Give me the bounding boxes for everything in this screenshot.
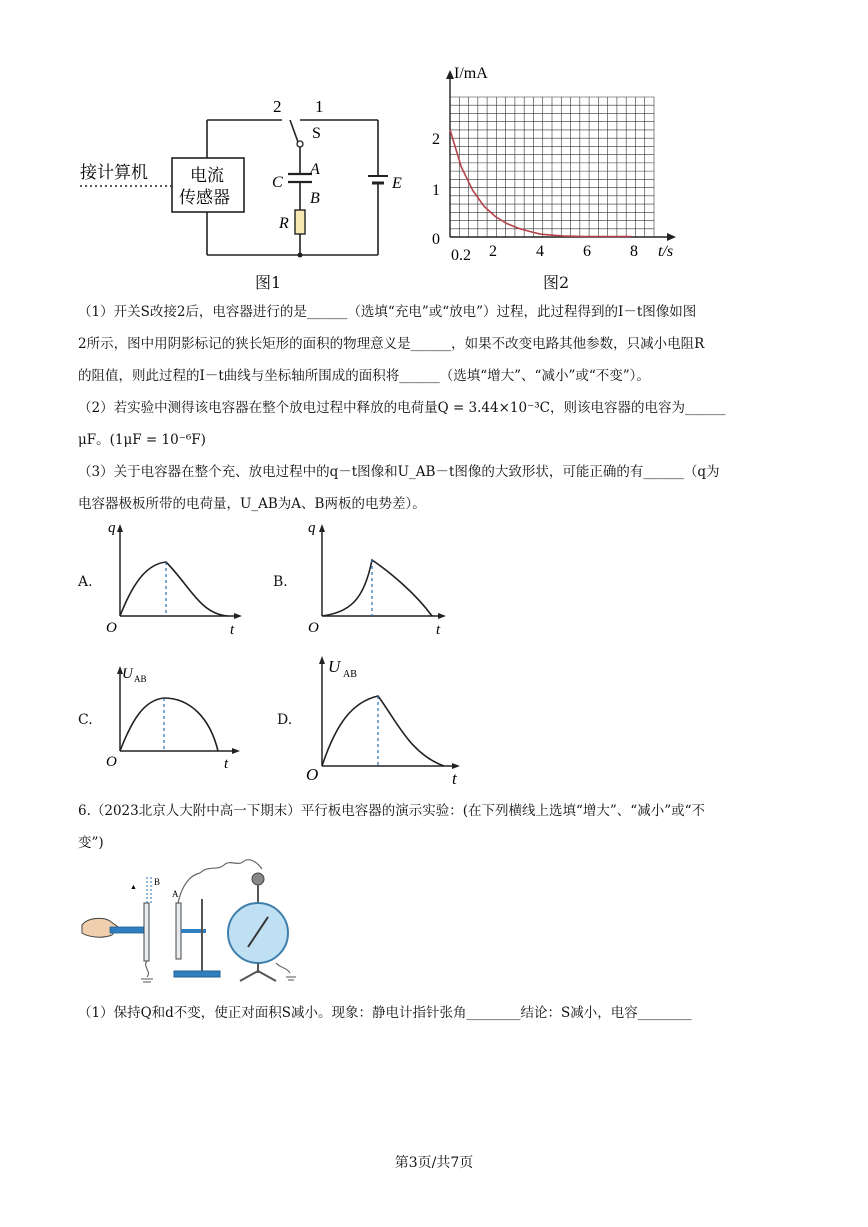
option-d-curve	[322, 696, 444, 766]
y-tick-1: 1	[432, 182, 440, 199]
it-graph	[420, 62, 690, 267]
x-axis-label: t/s	[658, 243, 674, 260]
circuit-figure	[76, 90, 416, 295]
option-b-origin: O	[308, 620, 319, 636]
q2-line1: （2）若实验中测得该电容器在整个放电过程中释放的电荷量Q = 3.44×10⁻³C，则该电容器的电容为______	[78, 400, 726, 416]
plate-b-label: B	[154, 877, 161, 887]
option-b-label: B.	[273, 574, 288, 590]
switch-pivot	[297, 141, 303, 147]
plate-a-label: A	[172, 889, 179, 899]
q6-line1: 6.（2023北京人大附中高一下期末）平行板电容器的演示实验：(在下列横线上选填“增大”、“减小”或“不	[78, 803, 706, 819]
capacitor-apparatus	[78, 855, 308, 985]
plate-a-label: A	[310, 161, 320, 178]
plate-b-marker: ▲	[130, 883, 137, 891]
option-c-origin: O	[106, 754, 117, 770]
plate-a	[176, 903, 181, 959]
option-d-origin: O	[306, 765, 319, 784]
option-d-ylabel: U	[328, 657, 341, 676]
option-a-origin: O	[106, 620, 117, 636]
q6-line2: 变”)	[78, 835, 104, 851]
fig2-caption: 图2	[543, 273, 570, 292]
option-b-curve	[322, 560, 432, 616]
insulating-rod	[110, 927, 146, 933]
option-a-label: A.	[78, 574, 93, 590]
stand-base	[174, 971, 220, 977]
option-c-graph	[100, 660, 260, 775]
x-tick-2: 2	[489, 243, 497, 260]
resistor	[295, 210, 305, 234]
question-6-block	[78, 795, 794, 859]
q3-line1: （3）关于电容器在整个充、放电过程中的q－t图像和U_AB－t图像的大致形状，可能正确的有______（q为	[78, 464, 720, 480]
option-c-label: C.	[78, 712, 93, 728]
q3-line2: 电容器极板所带的电荷量，U_AB为A、B两板的电势差）。	[78, 496, 426, 512]
q1-line3: 的阻值，则此过程的I－t曲线与坐标轴所围成的面积将______（选填“增大”、“减小”或“不变”）。	[78, 368, 650, 384]
option-a-ylabel: q	[108, 520, 116, 536]
battery-label: E	[392, 175, 402, 192]
y-tick-2: 2	[432, 131, 440, 148]
switch-label: S	[312, 125, 321, 142]
switch-pos2-label: 2	[273, 97, 282, 116]
question-block	[78, 296, 794, 520]
q6-sub1: （1）保持Q和d不变，使正对面积S减小。现象：静电计指针张角________结论：S减小，电容________	[78, 1005, 692, 1021]
option-c-curve	[120, 698, 218, 751]
option-d-ysub: AB	[343, 669, 357, 680]
option-c-ylabel: U	[122, 666, 133, 682]
option-c-ysub: AB	[134, 674, 147, 684]
option-c-xlabel: t	[224, 756, 229, 772]
switch-pos1-label: 1	[315, 97, 324, 116]
sensor-label-1: 电流	[190, 166, 224, 185]
x-tick-6: 6	[583, 243, 591, 260]
q2-line2: μF。(1μF = 10⁻⁶F)	[78, 432, 206, 448]
option-a-curve	[120, 562, 228, 616]
plate-b-label: B	[310, 190, 320, 207]
option-b-graph	[300, 520, 460, 640]
option-d-label: D.	[277, 712, 293, 728]
coiled-wire	[178, 860, 262, 903]
junction-dot	[298, 253, 303, 258]
y-axis-arrow	[446, 70, 454, 79]
x-tick-4: 4	[536, 243, 544, 260]
graph-grid	[450, 97, 654, 237]
x-axis-arrow	[667, 233, 676, 241]
computer-label: 接计算机	[80, 163, 148, 182]
option-b-xlabel: t	[436, 622, 441, 638]
page-footer: 第3页/共7页	[394, 1155, 474, 1171]
electrometer-ball	[252, 873, 264, 885]
x-tick-0.2: 0.2	[451, 247, 471, 264]
option-a-xlabel: t	[230, 622, 235, 638]
q1-line1: （1）开关S改接2后，电容器进行的是______（选填“充电”或“放电”）过程，此过程得到的I－t图像如图	[78, 304, 697, 320]
option-d-xlabel: t	[452, 769, 457, 788]
sensor-label-2: 传感器	[179, 188, 230, 207]
fig1-caption: 图1	[255, 273, 282, 292]
resistor-label: R	[279, 215, 289, 232]
switch-blade	[290, 120, 298, 142]
y-axis-label: I/mA	[454, 65, 488, 82]
x-tick-8: 8	[630, 243, 638, 260]
option-b-ylabel: q	[308, 520, 316, 536]
q1-line2: 2所示，图中用阴影标记的狭长矩形的面积的物理意义是______，如果不改变电路其他参数，只减小电阻R	[78, 336, 705, 352]
option-d-graph	[300, 650, 470, 790]
plate-b	[144, 903, 149, 961]
y-tick-0: 0	[432, 231, 440, 248]
capacitor-label: C	[272, 174, 283, 191]
option-a-graph	[100, 520, 250, 640]
question-6-part1	[78, 997, 794, 1029]
